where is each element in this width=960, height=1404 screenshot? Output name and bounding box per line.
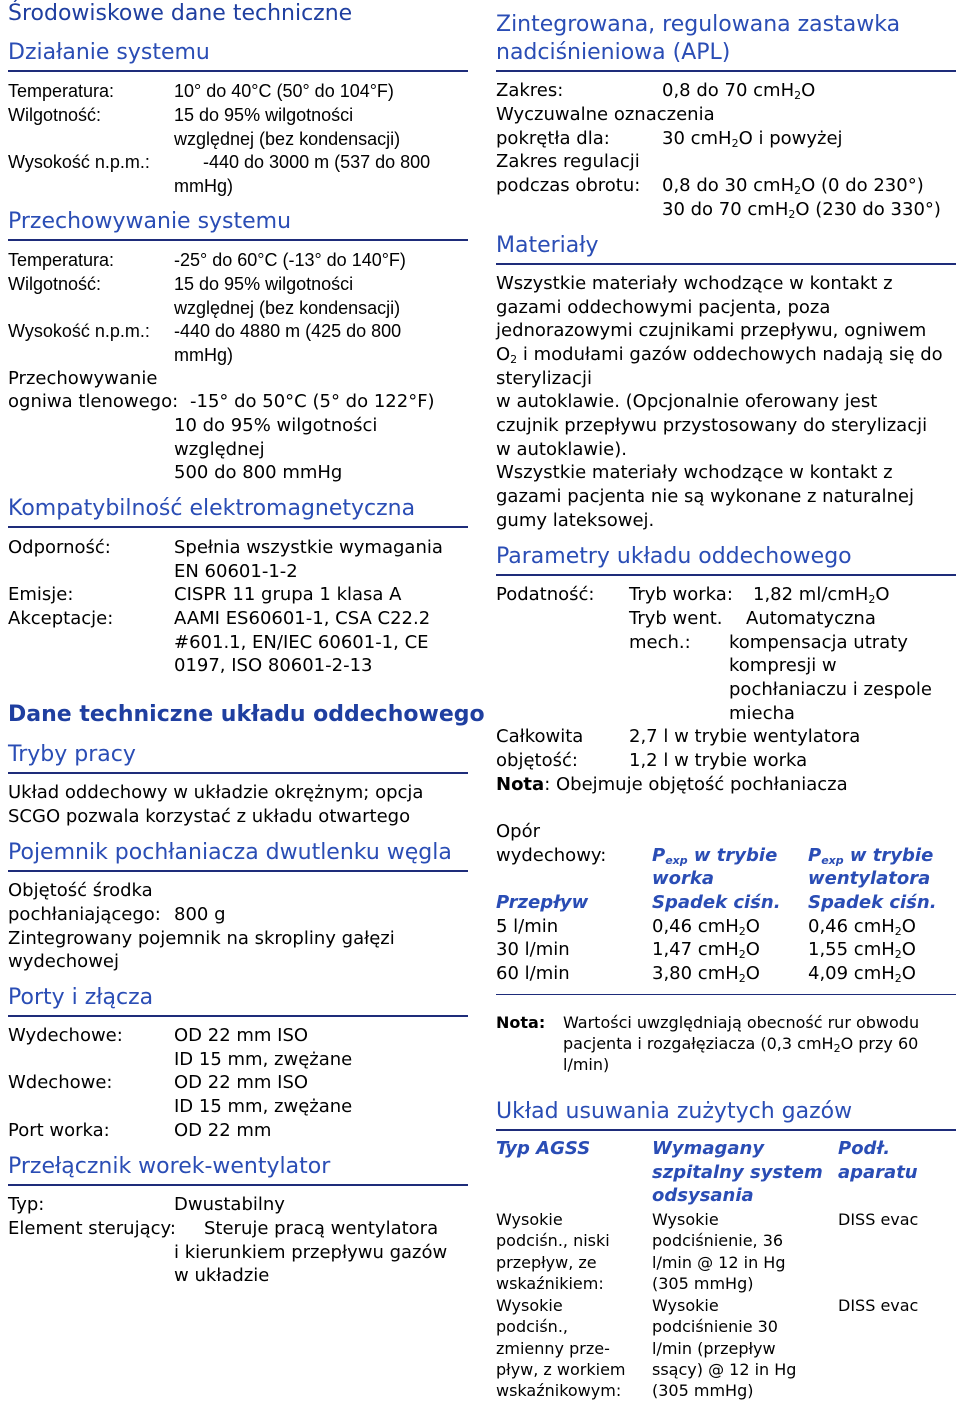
st-alt-label: Wysokość n.p.m.: (8, 321, 150, 341)
params-comp-label: Podatność: (496, 584, 595, 605)
params-note: Nota: Obejmuje objętość pochłaniacza (496, 774, 848, 795)
section-title-modes: Tryby pracy (8, 742, 136, 767)
note2-text-3: l/min) (563, 1055, 610, 1074)
params-vol-value: 2,7 l w trybie wentylatora (629, 726, 861, 747)
agss-h-type: Typ AGSS (496, 1138, 591, 1159)
res-label-2: wydechowy: (496, 845, 607, 866)
section-divider (8, 1015, 468, 1017)
op-hum-value-2: względnej (bez kondensacji) (174, 129, 401, 149)
agss-r1-req: (305 mmHg) (652, 1274, 754, 1293)
section-divider (496, 263, 956, 265)
table-divider (496, 994, 956, 995)
res-flow-header: Przepływ (496, 892, 589, 913)
apl-marks-value: 30 cmH$_2$O i powyżej (662, 128, 843, 150)
st-temp-value: -25° do 60°C (-13° do 140°F) (174, 250, 406, 270)
section-title-apl: Zintegrowana, regulowana zastawka (496, 12, 901, 37)
agss-r2-type: podciśn., (496, 1317, 568, 1336)
res-row-flow: 60 l/min (496, 963, 570, 984)
agss-h-req-2: szpitalny system (652, 1162, 823, 1183)
section-divider (496, 1129, 956, 1131)
apl-range-value: 0,8 do 70 cmH$_2$O (662, 80, 816, 102)
section-divider (8, 239, 468, 241)
op-temp-value: 10° do 40°C (50° do 104°F) (174, 81, 394, 101)
st-alt-value: -440 do 4880 m (425 do 800 (174, 321, 402, 341)
agss-r1-type: Wysokie (496, 1210, 563, 1229)
params-comp-value-2: Automatyczna (746, 608, 876, 629)
params-comp-mode: Tryb worka: (629, 584, 733, 605)
apl-range-label: Zakres: (496, 80, 564, 101)
res-label: Opór (496, 821, 541, 842)
modes-text: Układ oddechowy w układzie okrężnym; opcja (8, 782, 424, 803)
absorber-text-3: Zintegrowany pojemnik na skropliny gałęzi (8, 928, 395, 949)
ports-insp-value-2: ID 15 mm, zwężane (174, 1096, 353, 1117)
params-comp-value-2b: kompensacja utraty (729, 632, 908, 653)
agss-r1-req: l/min @ 12 in Hg (652, 1253, 786, 1272)
st-cell-value-2: 10 do 95% wilgotności (174, 415, 378, 436)
section-title-switch: Przełącznik worek-wentylator (8, 1154, 331, 1179)
note2-text: Wartości uwzględniają obecność rur obwodu (563, 1013, 920, 1032)
params-comp-value-2d: pochłaniaczu i zespole (729, 679, 932, 700)
emc-acc-value-2: #601.1, EN/IEC 60601-1, CE (174, 632, 429, 653)
agss-r1-type: podciśn., niski (496, 1231, 610, 1250)
params-vol-value-2: 1,2 l w trybie worka (629, 750, 808, 771)
st-cell-label-2: ogniwa tlenowego: (8, 391, 179, 412)
st-alt-value-2: mmHg) (174, 345, 233, 365)
switch-type-label: Typ: (8, 1194, 45, 1215)
breathing-specs-title: Dane techniczne układu oddechowego (8, 702, 485, 727)
st-cell-label: Przechowywanie (8, 368, 158, 389)
materials-line: Wszystkie materiały wchodzące w kontakt z (496, 462, 893, 483)
op-alt-value: -440 do 3000 m (537 do 800 (203, 152, 431, 172)
switch-type-value: Dwustabilny (174, 1194, 285, 1215)
agss-r2-type: pływ, z workiem (496, 1360, 626, 1379)
apl-reg-value: 0,8 do 30 cmH$_2$O (0 do 230°) (662, 175, 924, 197)
ports-exp-value-2: ID 15 mm, zwężane (174, 1049, 353, 1070)
res-col-vent-header: $P_{exp}$ w trybie (808, 845, 934, 867)
absorber-text: Objętość środka (8, 880, 153, 901)
emc-acc-value: AAMI ES60601-1, CSA C22.2 (174, 608, 431, 629)
agss-r2-req: (305 mmHg) (652, 1381, 754, 1400)
agss-r2-type: zmienny prze- (496, 1339, 610, 1358)
section-title-absorber: Pojemnik pochłaniacza dwutlenku węgla (8, 840, 452, 865)
emc-imm-label: Odporność: (8, 537, 111, 558)
res-col-vent-header-2: wentylatora (808, 868, 931, 889)
st-hum-value: 15 do 95% wilgotności (174, 274, 354, 294)
section-divider (8, 526, 468, 528)
res-col-bag-header-3: Spadek ciśn. (652, 892, 781, 913)
switch-ctrl-label: Element sterujący: (8, 1218, 176, 1239)
absorber-text-4: wydechowej (8, 951, 119, 972)
absorber-value: 800 g (174, 904, 226, 925)
agss-r2-req: l/min (przepływ (652, 1339, 776, 1358)
agss-r2-req: ssący) @ 12 in Hg (652, 1360, 797, 1379)
apl-reg-value-2: 30 do 70 cmH$_2$O (230 do 330°) (662, 199, 941, 221)
params-comp-mode-2b: mech.: (629, 632, 691, 653)
note2-label: Nota: (496, 1013, 546, 1032)
switch-ctrl-value-3: w układzie (174, 1265, 270, 1286)
res-row-flow: 30 l/min (496, 939, 570, 960)
absorber-label: pochłaniającego: (8, 904, 161, 925)
materials-line: w autoklawie). (496, 439, 627, 460)
emc-imm-value: Spełnia wszystkie wymagania (174, 537, 443, 558)
materials-line: gazami pacjenta nie są wykonane z naturalnej (496, 486, 914, 507)
op-alt-value-2: mmHg) (174, 176, 233, 196)
agss-h-conn-2: aparatu (838, 1162, 918, 1183)
params-vol-label-2: objętość: (496, 750, 578, 771)
ports-bag-value: OD 22 mm (174, 1120, 272, 1141)
ports-exp-value: OD 22 mm ISO (174, 1025, 309, 1046)
note2-text-2: pacjenta i rozgałęziacza (0,3 cmH$_2$O przy 60 (563, 1034, 919, 1055)
res-row-bag: 3,80 cmH$_2$O (652, 963, 760, 985)
section-divider (496, 70, 956, 72)
materials-line: Wszystkie materiały wchodzące w kontakt z (496, 273, 893, 294)
materials-line: sterylizacji (496, 368, 592, 389)
ports-insp-value: OD 22 mm ISO (174, 1072, 309, 1093)
agss-r2-req: podciśnienie 30 (652, 1317, 778, 1336)
params-vol-label: Całkowita (496, 726, 584, 747)
agss-r1-conn: DISS evac (838, 1210, 919, 1229)
res-row-bag: 1,47 cmH$_2$O (652, 939, 760, 961)
section-divider (8, 1184, 468, 1186)
agss-r2-type: Wysokie (496, 1296, 563, 1315)
section-title-apl-2: nadciśnieniowa (APL) (496, 40, 731, 65)
st-cell-value: -15° do 50°C (5° do 122°F) (190, 391, 435, 412)
res-row-bag: 0,46 cmH$_2$O (652, 916, 760, 938)
agss-r2-req: Wysokie (652, 1296, 719, 1315)
ports-bag-label: Port worka: (8, 1120, 110, 1141)
section-divider (8, 70, 468, 72)
materials-line: gazami oddechowymi pacjenta, poza (496, 297, 831, 318)
section-title-ports: Porty i złącza (8, 985, 154, 1010)
res-row-vent: 1,55 cmH$_2$O (808, 939, 916, 961)
materials-line: w autoklawie. (Opcjonalnie oferowany jest (496, 391, 878, 412)
st-cell-value-3: względnej (174, 439, 265, 460)
params-comp-value-2e: miecha (729, 703, 795, 724)
agss-r1-type: przepływ, ze (496, 1253, 597, 1272)
agss-h-conn: Podł. (838, 1138, 891, 1159)
apl-marks-label: Wyczuwalne oznaczenia (496, 104, 715, 125)
section-title-emc: Kompatybilność elektromagnetyczna (8, 496, 416, 521)
params-comp-mode-2: Tryb went. (629, 608, 723, 629)
section-divider (8, 772, 468, 774)
agss-r2-type: wskaźnikowym: (496, 1381, 622, 1400)
modes-text-2: SCGO pozwala korzystać z układu otwartego (8, 806, 411, 827)
env-specs-title: Środowiskowe dane techniczne (8, 1, 353, 26)
section-title-operation: Działanie systemu (8, 40, 210, 65)
agss-r2-conn: DISS evac (838, 1296, 919, 1315)
emc-acc-value-3: 0197, ISO 80601-2-13 (174, 655, 373, 676)
st-hum-label: Wilgotność: (8, 274, 102, 294)
ports-exp-label: Wydechowe: (8, 1025, 123, 1046)
apl-reg-label-2: podczas obrotu: (496, 175, 641, 196)
section-title-materials: Materiały (496, 233, 599, 258)
apl-reg-label: Zakres regulacji (496, 151, 640, 172)
op-hum-label: Wilgotność: (8, 105, 102, 125)
section-title-agss: Układ usuwania zużytych gazów (496, 1099, 853, 1124)
params-comp-value-2c: kompresji w (729, 655, 837, 676)
st-hum-value-2: względnej (bez kondensacji) (174, 298, 401, 318)
section-title-params: Parametry układu oddechowego (496, 544, 852, 569)
emc-imm-value-2: EN 60601-1-2 (174, 561, 298, 582)
st-temp-label: Temperatura: (8, 250, 115, 270)
section-divider (496, 574, 956, 576)
res-row-vent: 0,46 cmH$_2$O (808, 916, 916, 938)
emc-emi-value: CISPR 11 grupa 1 klasa A (174, 584, 402, 605)
op-temp-label: Temperatura: (8, 81, 115, 101)
emc-emi-label: Emisje: (8, 584, 74, 605)
op-alt-label: Wysokość n.p.m.: (8, 152, 150, 172)
apl-marks-label-2: pokrętła dla: (496, 128, 610, 149)
res-row-vent: 4,09 cmH$_2$O (808, 963, 916, 985)
agss-r1-req: Wysokie (652, 1210, 719, 1229)
st-cell-value-4: 500 do 800 mmHg (174, 462, 343, 483)
res-row-flow: 5 l/min (496, 916, 559, 937)
res-col-bag-header: $P_{exp}$ w trybie (652, 845, 778, 867)
agss-h-req: Wymagany (652, 1138, 765, 1159)
section-divider (8, 870, 468, 872)
params-comp-value: 1,82 ml/cmH$_2$O (753, 584, 890, 606)
emc-acc-label: Akceptacje: (8, 608, 114, 629)
materials-line: $O_2$ i modułami gazów oddechowych nadają się do (496, 344, 943, 366)
ports-insp-label: Wdechowe: (8, 1072, 113, 1093)
res-col-bag-header-2: worka (652, 868, 714, 889)
materials-line: czujnik przepływu przystosowany do sterylizacji (496, 415, 928, 436)
materials-line: jednorazowymi czujnikami przepływu, ogniwem (496, 320, 927, 341)
agss-r1-type: wskaźnikiem: (496, 1274, 604, 1293)
op-hum-value: 15 do 95% wilgotności (174, 105, 354, 125)
agss-h-req-3: odsysania (652, 1185, 754, 1206)
agss-r1-req: podciśnienie, 36 (652, 1231, 784, 1250)
switch-ctrl-value: Steruje pracą wentylatora (204, 1218, 439, 1239)
res-col-vent-header-3: Spadek ciśn. (808, 892, 937, 913)
section-title-storage: Przechowywanie systemu (8, 209, 292, 234)
materials-line: gumy lateksowej. (496, 510, 655, 531)
switch-ctrl-value-2: i kierunkiem przepływu gazów (174, 1242, 448, 1263)
